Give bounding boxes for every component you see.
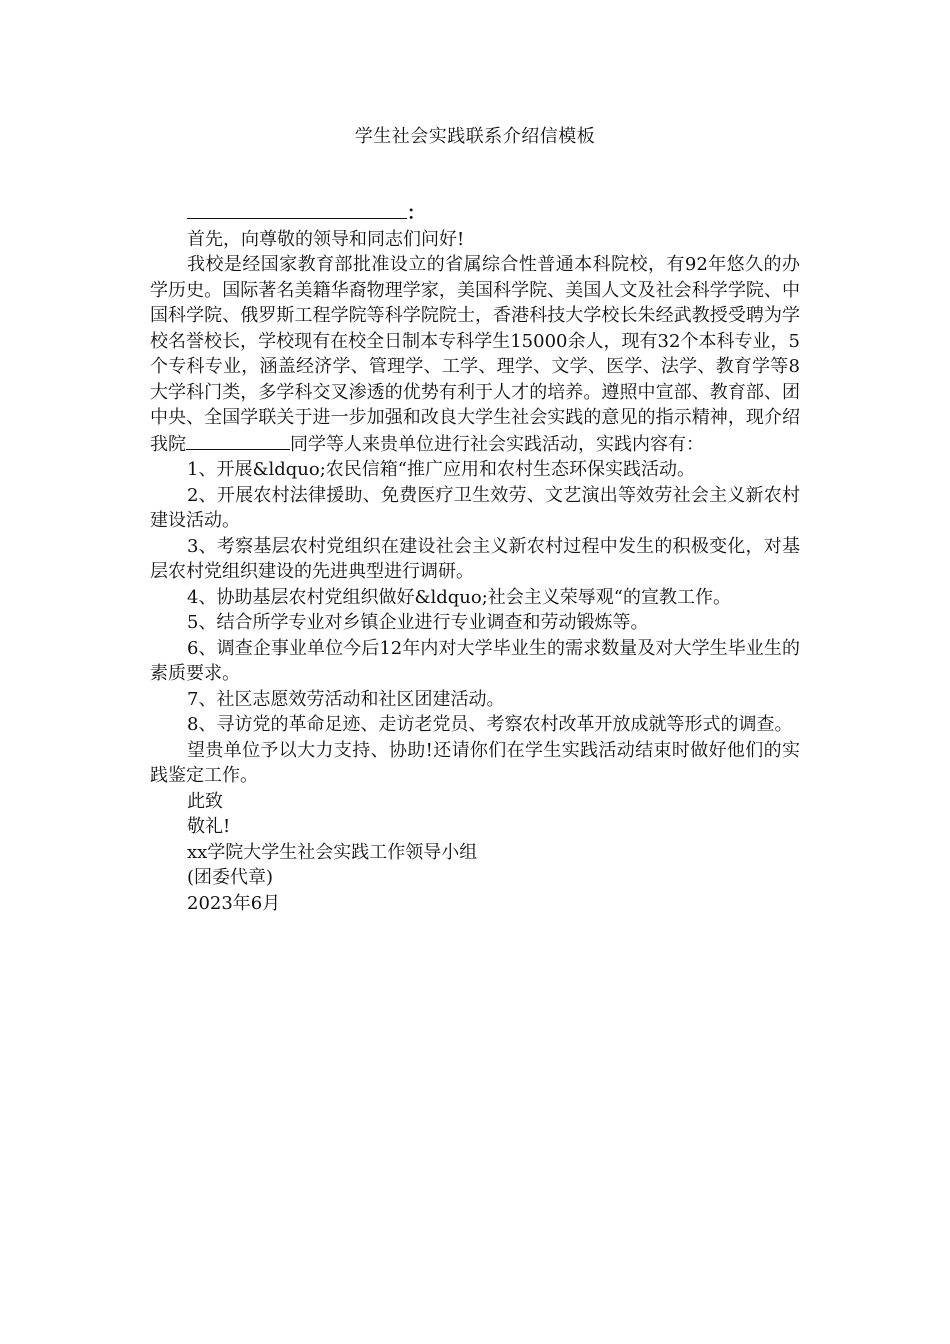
signer: xx学院大学生社会实践工作领导小组 (187, 841, 478, 863)
intro-text-after-blank: 同学等人来贵单位进行社会实践活动，实践内容有： (290, 433, 704, 455)
intro-paragraph (150, 252, 800, 457)
greeting-paragraph: 首先，向尊敬的领导和同志们问好! (187, 228, 465, 250)
request-paragraph: 望贵单位予以大力支持、协助!还请你们在学生实践活动结束时做好他们的实践鉴定工作。 (150, 739, 800, 786)
list-item: 5、结合所学专业对乡镇企业进行专业调查和劳动锻炼等。 (187, 612, 649, 633)
list-item: 8、寻访党的革命足迹、走访老党员、考察农村改革开放成就等形式的调查。 (187, 714, 793, 735)
recipient-blank (187, 200, 407, 219)
salutation-line (150, 200, 800, 227)
list-item: 3、考察基层农村党组织在建设社会主义新农村过程中发生的积极变化，对基层农村党组织建设的先进典型进行调研。 (150, 535, 800, 582)
list-item: 4、协助基层农村党组织做好&ldquo;社会主义荣辱观“的宣教工作。 (187, 586, 731, 608)
salutation-colon: ： (407, 203, 425, 224)
closing-line-1: 此致 (187, 790, 223, 812)
list-item: 6、调查企事业单位今后12年内对大学毕业生的需求数量及对大学生毕业生的素质要求。 (150, 637, 800, 684)
document-title: 学生社会实践联系介绍信模板 (354, 126, 596, 147)
student-name-blank (186, 431, 290, 450)
list-item: 1、开展&ldquo;农民信箱“推广应用和农村生态环保实践活动。 (187, 459, 695, 480)
letter-date: 2023年6月 (187, 892, 281, 914)
list-item: 2、开展农村法律援助、免费医疗卫生效劳、文艺演出等效劳社会主义新农村建设活动。 (150, 484, 800, 531)
list-item: 7、社区志愿效劳活动和社区团建活动。 (187, 688, 505, 710)
closing-line-2: 敬礼! (187, 816, 231, 837)
letter-body (150, 200, 800, 916)
intro-text-before-blank: 我校是经国家教育部批准设立的省属综合性普通本科院校，有92年悠久的办学历史。国际著名美籍华裔物理学家，美国科学院、美国人文及社会科学学院、中国科学院、俄罗斯工程学院等科学院院士，香港科技大学校长朱经武教授受聘为学校名誉校长，学校现有在校全日制本专科学生15000余人，现有32个本科专业，5个专科专业，涵盖经济学、管理学、工学、理学、文学、医学、法学、教育学等8大学科门类，多学科交叉渗透的优势有利于人才的培养。遵照中宣部、教育部、团中央、全国学联关于进一步加强和改良大学生社会实践的意见的指示精神，现介绍我院 (150, 254, 800, 455)
seal-note: (团委代章) (187, 867, 274, 888)
